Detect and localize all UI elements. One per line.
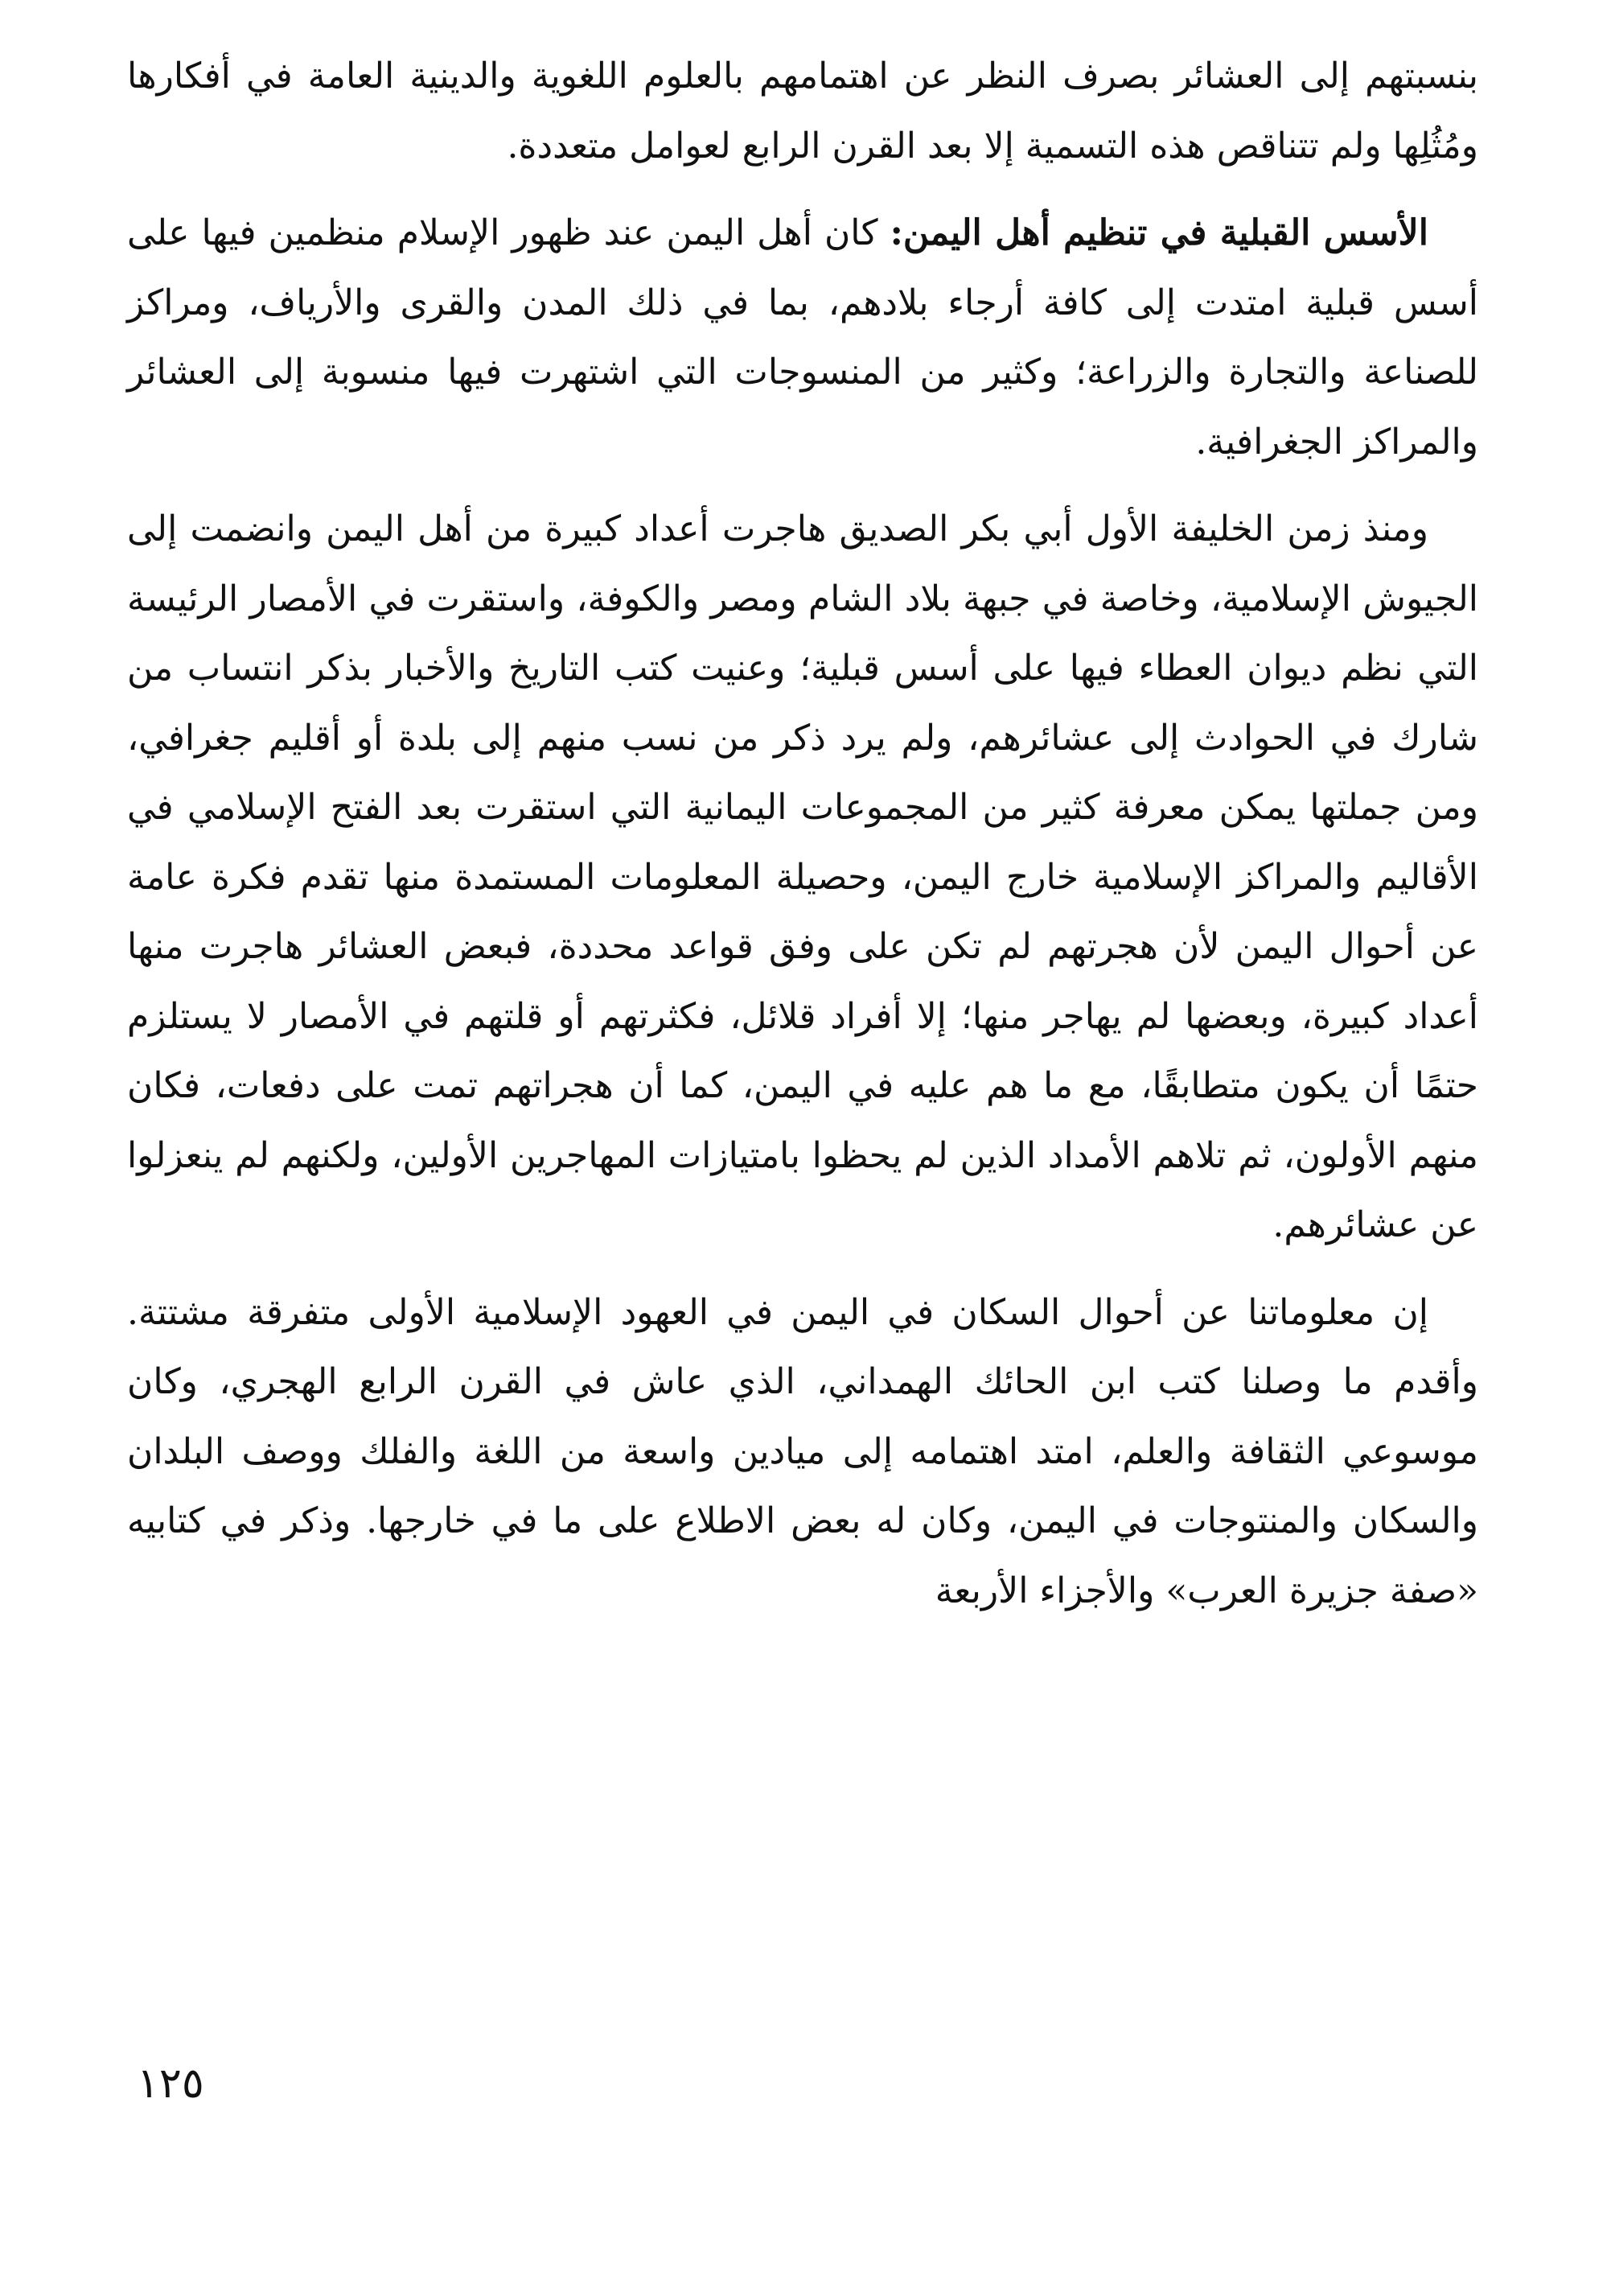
section-heading-tribal-foundations: الأسس القبلية في تنظيم أهل اليمن: — [890, 212, 1428, 253]
body-text — [127, 42, 1478, 1644]
paragraph-4 — [127, 1278, 1478, 1627]
paragraph-1-text: بنسبتهم إلى العشائر بصرف النظر عن اهتمامهم بالعلوم اللغوية والدينية العامة في أفكارها ومُثُلِها ولم تتناقص هذه التسمية إلا بعد القرن الرابع لعوامل متعددة. — [127, 56, 1479, 167]
paragraph-2 — [127, 199, 1478, 477]
paragraph-2-text: كان أهل اليمن عند ظهور الإسلام منظمين فيها على أسس قبلية امتدت إلى كافة أرجاء بلادهم، بما في ذلك المدن والقرى والأرياف، ومراكز للصناعة والتجارة والزراعة؛ وكثير من المنسوجات التي اشتهرت فيها منسوبة إلى العشائر والمراكز الجغرافية. — [127, 212, 1478, 463]
paragraph-3 — [127, 495, 1478, 1261]
page-number: ١٢٥ — [137, 2059, 204, 2108]
paragraph-1 — [127, 42, 1478, 181]
paragraph-4-text: إن معلوماتنا عن أحوال السكان في اليمن في العهود الإسلامية الأولى متفرقة مشتتة. وأقدم ما وصلنا كتب ابن الحائك الهمداني، الذي عاش في القرن الرابع الهجري، وكان موسوعي الثقافة والعلم، امتد اهتمامه إلى ميادين واسعة من اللغة والفلك ووصف البلدان والسكان والمنتوجات في اليمن، وكان له بعض الاطلاع على ما في خارجها. وذكر في كتابيه «صفة جزيرة العرب» والأجزاء الأربعة — [127, 1291, 1478, 1611]
paragraph-3-text: ومنذ زمن الخليفة الأول أبي بكر الصديق هاجرت أعداد كبيرة من أهل اليمن وانضمت إلى الجيوش الإسلامية، وخاصة في جبهة بلاد الشام ومصر والكوفة، واستقرت في الأمصار الرئيسة التي نظم ديوان العطاء فيها على أسس قبلية؛ وعنيت كتب التاريخ والأخبار بذكر انتساب من شارك في الحوادث إلى عشائرهم، ولم يرد ذكر من نسب منهم إلى بلدة أو أقليم جغرافي، ومن جملتها يمكن معرفة كثير من المجموعات اليمانية التي استقرت بعد الفتح الإسلامي في الأقاليم والمراكز الإسلامية خارج اليمن، وحصيلة المعلومات المستمدة منها تقدم فكرة عامة عن أحوال اليمن لأن هجرتهم لم تكن على وفق قواعد محددة، فبعض العشائر هاجرت منها أعداد كبيرة، وبعضها لم يهاجر منها؛ إلا أفراد قلائل، فكثرتهم أو قلتهم في الأمصار لا يستلزم حتمًا أن يكون متطابقًا، مع ما هم عليه في اليمن، كما أن هجراتهم تمت على دفعات، فكان منهم الأولون، ثم تلاهم الأمداد الذين لم يحظوا بامتيازات المهاجرين الأولين، ولكنهم لم ينعزلوا عن عشائرهم. — [127, 508, 1478, 1245]
